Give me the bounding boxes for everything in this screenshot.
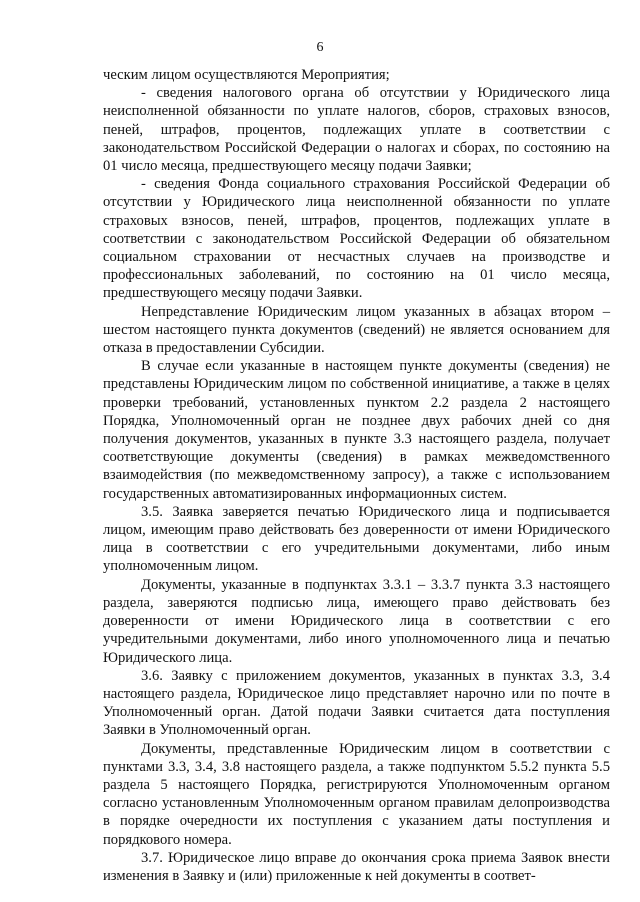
page-number: 6 bbox=[316, 40, 324, 55]
document-body bbox=[103, 66, 610, 885]
paragraph: ческим лицом осуществляются Мероприятия; bbox=[103, 67, 390, 83]
paragraph: Документы, представленные Юридическим лицом в соответствии с пунктами 3.3, 3.4, 3.8 настоящего раздела, а также подпунктом 5.5.2 пункта 5.5 раздела 5 настоящего Порядка, регистрируются Уполномоченным органом согласно установленным Уполномоченным органом правилам делопроизводства в порядке очередности их поступления с указанием даты поступления и порядкового номера. bbox=[103, 740, 610, 848]
paragraph: Документы, указанные в подпунктах 3.3.1 – 3.3.7 пункта 3.3 настоящего раздела, заверяются подписью лица, имеющего право действовать без доверенности от имени Юридического лица в соответствии с его учредительными документами, либо иного уполномоченного лица и печатью Юридического лица. bbox=[103, 576, 610, 666]
paragraph: 3.7. Юридическое лицо вправе до окончания срока приема Заявок внести изменения в Заявку и (или) приложенные к ней документы в соответ- bbox=[103, 849, 610, 884]
paragraph: 3.5. Заявка заверяется печатью Юридического лица и подписывается лицом, имеющим право действовать без доверенности от имени Юридического лица в соответствии с его учредительными документами, либо иным уполномоченным лицом. bbox=[103, 503, 610, 575]
paragraph: В случае если указанные в настоящем пункте документы (сведения) не представлены Юридическим лицом по собственной инициативе, а также в целях проверки требований, установленных пунктом 2.2 раздела 2 настоящего Порядка, Уполномоченный орган не позднее двух рабочих дней со дня получения документов, указанных в пункте 3.3 настоящего раздела, получает соответствующие документы (сведения) в рамках межведомственного взаимодействия (по межведомственному запросу), а также с использованием государственных автоматизированных информационных систем. bbox=[103, 358, 610, 502]
paragraph: - сведения Фонда социального страхования Российской Федерации об отсутствии у Юридического лица неисполненной обязанности по уплате страховых взносов, пеней, штрафов, процентов, подлежащих уплате в соответствии с законодательством Российской Федерации об обязательном социальном страховании от несчастных случаев на производстве и профессиональных заболеваний, по состоянию на 01 число месяца, предшествующего месяцу подачи Заявки. bbox=[103, 176, 610, 302]
paragraph: 3.6. Заявку с приложением документов, указанных в пунктах 3.3, 3.4 настоящего раздела, Юридическое лицо представляет нарочно или по почте в Уполномоченный орган. Датой подачи Заявки считается дата поступления Заявки в Уполномоченный орган. bbox=[103, 667, 610, 739]
paragraph: - сведения налогового органа об отсутствии у Юридического лица неисполненной обязанности по уплате налогов, сборов, страховых взносов, пеней, штрафов, процентов, подлежащих уплате в соответствии с законодательством Российской Федерации о налогах и сборах, по состоянию на 01 число месяца, предшествующего месяцу подачи Заявки; bbox=[103, 85, 610, 175]
paragraph: Непредставление Юридическим лицом указанных в абзацах втором – шестом настоящего пункта документов (сведений) не является основанием для отказа в предоставлении Субсидии. bbox=[103, 303, 610, 357]
